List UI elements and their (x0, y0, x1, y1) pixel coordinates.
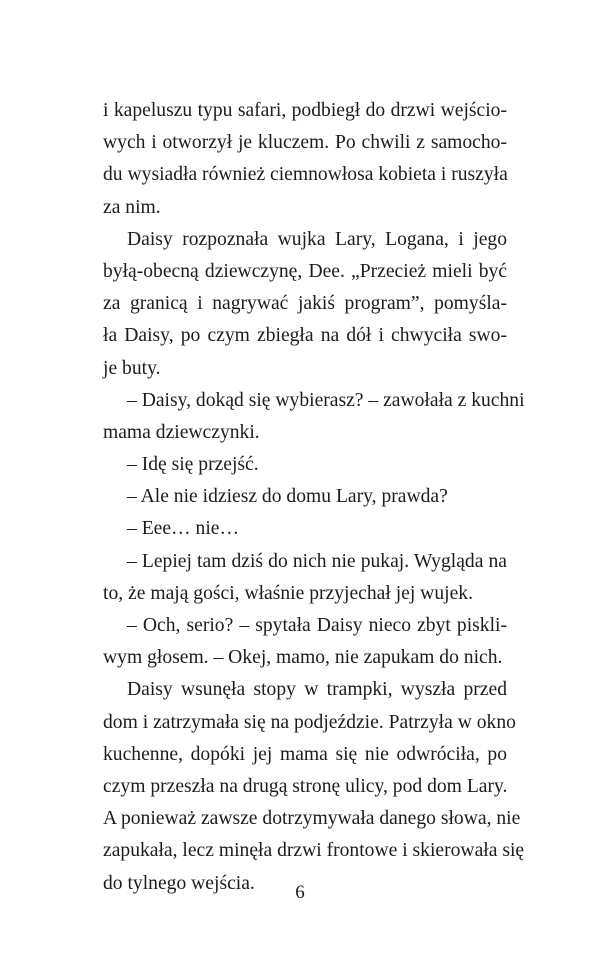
text-line: – Lepiej tam dziś do nich nie pukaj. Wygląda na (127, 550, 507, 572)
text-line: ła Daisy, po czym zbiegła na dół i chwyciła swo- (103, 325, 507, 347)
text-line: kuchenne, dopóki jej mama się nie odwróciła, po (103, 743, 507, 765)
text-line: je buty. (103, 357, 161, 379)
text-line: mama dziewczynki. (103, 421, 260, 443)
text-line: dom i zatrzymała się na podjeździe. Patrzyła w okno (103, 711, 516, 733)
text-line: Daisy rozpoznała wujka Lary, Logana, i jego (127, 228, 507, 250)
text-line: czym przeszła na drugą stronę ulicy, pod dom Lary. (103, 775, 508, 797)
text-line: do tylnego wejścia. (103, 872, 255, 894)
body-text (103, 95, 525, 900)
text-line: du wysiadła również ciemnowłosa kobieta i ruszyła (103, 164, 508, 186)
text-line: – Eee… nie… (127, 518, 240, 540)
text-line: za nim. (103, 196, 161, 218)
text-line: wym głosem. – Okej, mamo, nie zapukam do nich. (103, 647, 503, 669)
text-line: wych i otworzył je kluczem. Po chwili z samocho- (103, 132, 507, 154)
text-line: – Och, serio? – spytała Daisy nieco zbyt piskli- (127, 615, 507, 636)
text-line: to, że mają gości, właśnie przyjechał jej wujek. (103, 582, 473, 604)
text-line: za granicą i nagrywać jakiś program”, pomyśla- (103, 293, 507, 315)
text-line: – Daisy, dokąd się wybierasz? – zawołała z kuchni (127, 389, 525, 411)
text-line: zapukała, lecz minęła drzwi frontowe i skierowała się (103, 840, 525, 862)
text-line: – Ale nie idziesz do domu Lary, prawda? (127, 486, 448, 508)
text-line: i kapeluszu typu safari, podbiegł do drzwi wejścio- (103, 100, 507, 121)
page-number: 6 (295, 882, 305, 903)
text-line: byłą-obecną dziewczynę, Dee. „Przecież mieli być (103, 260, 507, 282)
text-line: – Idę się przejść. (127, 454, 259, 476)
text-line: Daisy wsunęła stopy w trampki, wyszła przed (127, 679, 507, 701)
text-line: A ponieważ zawsze dotrzymywała danego słowa, nie (103, 808, 521, 830)
